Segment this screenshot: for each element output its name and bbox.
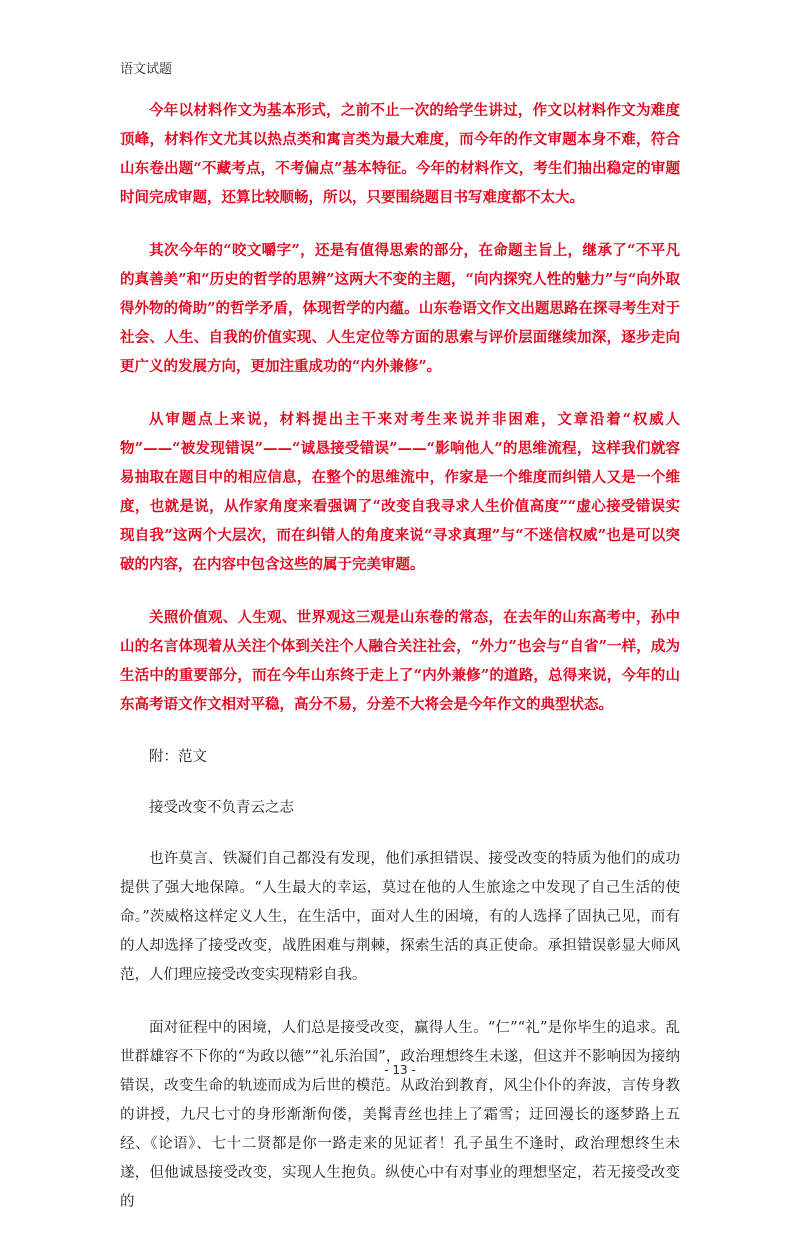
appendix-label: 附：范文 — [149, 749, 207, 765]
analysis-paragraph-3: 从审题点上来说，材料提出主干来对考生来说并非困难，文章沿着“权威人物”——“被发现错误”——“诚恳接受错误”——“影响他人”的思维流程，这样我们就容易抽取在题目中的相应信息，在整个的思维流中，作家是一个维度而纠错人又是一个维度，也就是说，从作家角度来看强调了“改变自我寻求人生价值高度”“虚心接受错误实现自我”这两个大层次，而在纠错人的角度来说“寻求真理”与“不迷信权威”也是可以突破的内容，在内容中包含这些的属于完美审题。 — [120, 411, 680, 573]
essay-paragraph-1: 也许莫言、铁凝们自己都没有发现，他们承担错误、接受改变的特质为他们的成功提供了强大地保障。“人生最大的幸运，莫过在他的人生旅途之中发现了自己生活的使命。”茨威格这样定义人生，在生活中，面对人生的困境，有的人选择了固执己见，而有的人却选择了接受改变，战胜困难与荆棘，探索生活的真正使命。承担错误彰显大师风范，人们理应接受改变实现精彩自我。 — [120, 851, 680, 983]
page-header: 语文试题 — [120, 62, 173, 77]
analysis-paragraph-1: 今年以材料作文为基本形式，之前不止一次的给学生讲过，作文以材料作文为难度顶峰，材料作文尤其以热点类和寓言类为最大难度，而今年的作文审题本身不难，符合山东卷出题“不藏考点，不考偏点”基本特征。今年的材料作文，考生们抽出稳定的审题时间完成审题，还算比较顺畅，所以，只要围绕题目书写难度都不太大。 — [120, 102, 680, 206]
essay-title: 接受改变不负青云之志 — [149, 800, 294, 816]
page-number: - 13 - — [384, 1063, 416, 1077]
analysis-paragraph-4: 关照价值观、人生观、世界观这三观是山东卷的常态，在去年的山东高考中，孙中山的名言体现着从关注个体到关注个人融合关注社会，“外力”也会与“自省”一样，成为生活中的重要部分，而在今年山东终于走上了“内外兼修”的道路，总得来说，今年的山东高考语文作文相对平稳，高分不易，分差不大将会是今年作文的典型状态。 — [120, 609, 680, 713]
essay-paragraph-2: 面对征程中的困境，人们总是接受改变，赢得人生。“仁”“礼”是你毕生的追求。乱世群雄容不下你的“为政以德”“礼乐治国”，政治理想终生未遂，但这并不影响因为接纳错误，改变生命的轨迹而成为后世的模范。从政治到教育，风尘仆仆的奔波，言传身教的讲授，九尺七寸的身形渐渐佝偻，美髯青丝也挂上了霜雪；迂回漫长的逐梦路上五经、《论语》、七十二贤都是你一路走来的见证者！孔子虽生不逢时，政治理想终生未遂，但他诚恳接受改变，实现人生抱负。纵使心中有对事业的理想坚定，若无接受改变的 — [120, 1020, 680, 1210]
analysis-paragraph-2: 其次今年的“咬文嚼字”，还是有值得思索的部分，在命题主旨上，继承了“不平凡的真善美”和“历史的哲学的思辨”这两大不变的主题，“向内探究人性的魅力”与“向外取得外物的倚助”的哲学矛盾，体现哲学的内蕴。山东卷语文作文出题思路在探寻考生对于社会、人生、自我的价值实现、人生定位等方面的思索与评价层面继续加深，逐步走向更广义的发展方向，更加注重成功的“内外兼修”。 — [120, 242, 680, 375]
